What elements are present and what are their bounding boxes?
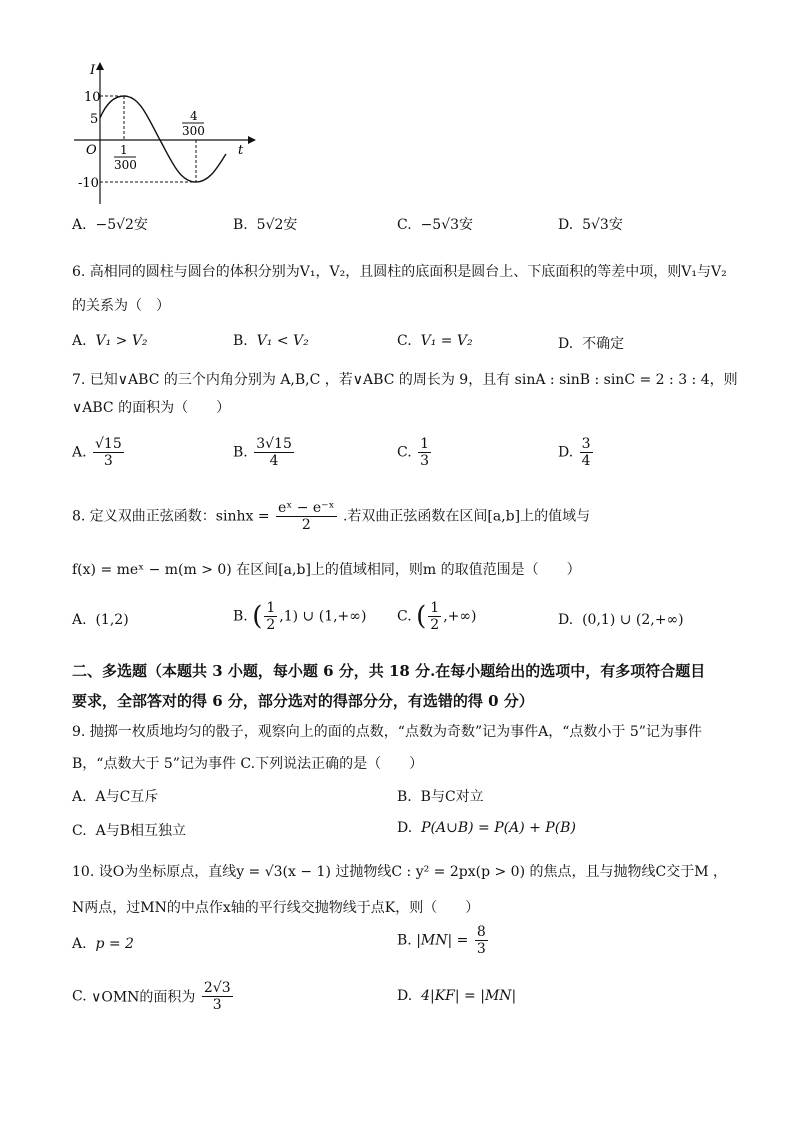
fraction-denominator: 2 — [430, 617, 440, 633]
y-tick-5: 5 — [90, 112, 99, 127]
q10-stem-line1: 10. 设O为坐标原点，直线y = √3(x − 1) 过抛物线C : y² = 2px(p > 0) 的焦点，且与抛物线C交于M ， — [72, 864, 727, 880]
option-letter: D. — [397, 820, 413, 836]
option-letter: B. — [233, 444, 248, 461]
fraction-numerator: √15 — [95, 436, 122, 452]
option-letter: B. — [397, 932, 412, 949]
q7-option-b[interactable] — [233, 436, 296, 469]
t-axis-arrow — [248, 136, 256, 144]
current-time-graph — [70, 58, 260, 208]
q5-option-a[interactable] — [72, 214, 148, 234]
fraction-numerator: 1 — [430, 600, 440, 616]
option-letter: C. — [397, 444, 412, 461]
fraction-numerator: 1 — [420, 436, 430, 452]
fraction-denominator: 2 — [301, 517, 311, 533]
option-letter: A. — [72, 444, 87, 461]
x-tick1-den: 300 — [114, 158, 137, 172]
fraction-numerator: eˣ − e⁻ˣ — [278, 500, 335, 516]
y-tick-neg10: -10 — [78, 176, 99, 191]
q8-option-b[interactable] — [233, 600, 366, 633]
fraction-denominator: 4 — [581, 453, 591, 469]
q7-option-a[interactable] — [72, 436, 126, 469]
q6-option-d[interactable] — [558, 333, 624, 353]
q7-stem-line2: ∨ABC 的面积为（ ） — [72, 400, 231, 416]
q8-stem-line2: f(x) = meˣ − m(m > 0) 在区间[a,b]上的值域相同，则m 的取值范围是（ ） — [72, 562, 581, 578]
sinh-fraction — [276, 500, 336, 533]
option-prefix: ∨OMN的面积为 — [91, 989, 196, 1006]
fraction — [580, 436, 593, 469]
q8-stem-prefix: 8. 定义双曲正弦函数：sinhx = — [72, 508, 270, 525]
option-text: A与B相互独立 — [95, 823, 186, 839]
option-text: (1,2) — [95, 612, 129, 628]
option-letter: D. — [397, 988, 413, 1004]
option-text: p = 2 — [95, 936, 134, 952]
x-tick1-num: 1 — [120, 143, 128, 157]
q10-option-b[interactable] — [397, 924, 490, 957]
option-letter: C. — [397, 608, 412, 625]
option-tail: ,1) ∪ (1,+∞) — [279, 608, 367, 625]
option-text: P(A∪B) = P(A) + P(B) — [421, 820, 576, 836]
option-letter: B. — [233, 608, 248, 625]
q7-stem-line1: 7. 已知∨ABC 的三个内角分别为 A,B,C ，若∨ABC 的周长为 9，且有 sinA : sinB : sinC = 2 : 3 : 4，则 — [72, 372, 738, 388]
x-tick2-num: 4 — [190, 109, 198, 123]
fraction-denominator: 3 — [103, 453, 113, 469]
q5-option-c[interactable] — [397, 214, 473, 234]
q8-stem-line1 — [72, 500, 590, 533]
option-letter: C. — [397, 217, 412, 233]
option-letter: A. — [72, 217, 87, 233]
option-letter: A. — [72, 612, 87, 628]
option-letter: A. — [72, 333, 87, 349]
option-letter: C. — [72, 988, 87, 1005]
q10-option-a[interactable] — [72, 936, 134, 952]
option-text: V₁ > V₂ — [95, 333, 148, 349]
q8-stem-suffix: .若双曲正弦函数在区间[a,b]上的值域与 — [342, 508, 591, 525]
option-tail: ,+∞) — [443, 608, 477, 625]
q6-stem-line1: 6. 高相同的圆柱与圆台的体积分别为V₁，V₂，且圆柱的底面积是圆台上、下底面积的等差中项，则V₁与V₂ — [72, 264, 727, 280]
q6-option-a[interactable] — [72, 333, 148, 349]
option-text: −5√3安 — [420, 217, 474, 233]
q9-option-b[interactable] — [397, 786, 484, 806]
section2-heading-line1: 二、多选题（本题共 3 小题，每小题 6 分，共 18 分.在每小题给出的选项中，有多项符合题目 — [72, 662, 706, 680]
q7-option-c[interactable] — [397, 436, 433, 469]
fraction-numerator: 3 — [581, 436, 591, 452]
fraction — [264, 600, 277, 633]
fraction-numerator: 1 — [266, 600, 276, 616]
option-text: A与C互斥 — [95, 789, 159, 805]
q10-option-d[interactable] — [397, 988, 516, 1004]
q6-stem-line2: 的关系为（ ） — [72, 298, 170, 314]
option-letter: B. — [233, 333, 248, 349]
option-letter: A. — [72, 936, 87, 952]
q9-option-c[interactable] — [72, 820, 186, 840]
q6-option-c[interactable] — [397, 333, 473, 349]
option-text: (0,1) ∪ (2,+∞) — [582, 612, 684, 628]
option-letter: B. — [397, 789, 412, 805]
origin-label: O — [86, 143, 97, 158]
option-prefix: |MN| = — [416, 932, 469, 949]
fraction-denominator: 2 — [266, 617, 276, 633]
option-text: 4|KF| = |MN| — [421, 988, 517, 1004]
open-paren: ( — [416, 601, 427, 632]
option-text: B与C对立 — [420, 789, 484, 805]
y-axis-label: I — [90, 63, 96, 78]
section2-heading-line2: 要求，全部答对的得 6 分，部分选对的得部分分，有选错的得 0 分） — [72, 692, 534, 710]
option-letter: D. — [558, 444, 574, 461]
fraction-denominator: 3 — [420, 453, 430, 469]
fraction-numerator: 3√15 — [256, 436, 292, 452]
q9-stem-line2: B，“点数大于 5”记为事件 C.下列说法正确的是（ ） — [72, 756, 424, 772]
option-text: 不确定 — [582, 336, 625, 352]
option-letter: D. — [558, 217, 574, 233]
fraction-numerator: 8 — [476, 924, 486, 940]
option-text: V₁ = V₂ — [420, 333, 473, 349]
option-letter: D. — [558, 336, 574, 352]
q5-option-b[interactable] — [233, 214, 297, 234]
q9-option-a[interactable] — [72, 786, 158, 806]
q10-option-c[interactable] — [72, 980, 235, 1013]
x-axis-label: t — [238, 143, 244, 158]
fraction — [254, 436, 294, 469]
fraction-numerator: 2√3 — [203, 980, 231, 996]
q7-option-d[interactable] — [558, 436, 595, 469]
option-text: 5√2安 — [256, 217, 298, 233]
q5-option-d[interactable] — [558, 214, 623, 234]
option-letter: B. — [233, 217, 248, 233]
fraction — [93, 436, 124, 469]
q8-option-a[interactable] — [72, 612, 129, 628]
q8-option-d[interactable] — [558, 612, 684, 628]
i-axis-arrow — [96, 62, 104, 70]
option-letter: D. — [558, 612, 574, 628]
option-text: −5√2安 — [95, 217, 148, 233]
fraction-denominator: 4 — [269, 453, 279, 469]
open-paren: ( — [252, 601, 263, 632]
option-text: 5√3安 — [582, 217, 623, 233]
option-letter: C. — [397, 333, 412, 349]
fraction-denominator: 3 — [212, 997, 222, 1013]
fraction-denominator: 3 — [476, 941, 486, 957]
option-letter: C. — [72, 823, 87, 839]
y-tick-10: 10 — [84, 90, 101, 105]
fraction — [202, 980, 233, 1013]
fraction — [428, 600, 441, 633]
q9-stem-line1: 9. 抛掷一枚质地均匀的骰子，观察向上的面的点数，“点数为奇数”记为事件A，“点数小于 5”记为事件 — [72, 724, 702, 740]
fraction — [418, 436, 431, 469]
option-letter: A. — [72, 789, 87, 805]
option-text: V₁ < V₂ — [256, 333, 309, 349]
q10-stem-line2: N两点，过MN的中点作x轴的平行线交抛物线于点K，则（ ） — [72, 900, 480, 916]
q9-option-d[interactable] — [397, 820, 576, 836]
x-tick2-den: 300 — [182, 124, 205, 138]
q6-option-b[interactable] — [233, 333, 309, 349]
q8-option-c[interactable] — [397, 600, 477, 633]
fraction — [475, 924, 488, 957]
